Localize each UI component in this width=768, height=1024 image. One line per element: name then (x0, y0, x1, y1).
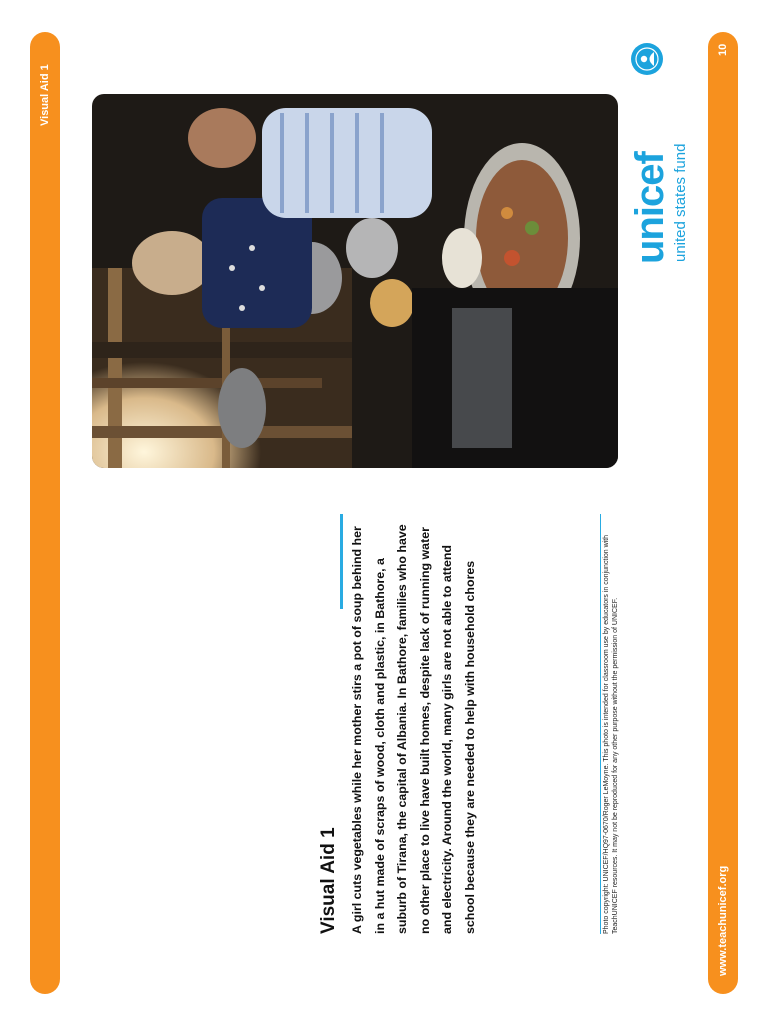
unicef-emblem-icon (630, 42, 664, 76)
page-title: Visual Aid 1 (318, 827, 339, 934)
logo-subtitle: united states fund (672, 143, 689, 262)
caption-text: A girl cuts vegetables while her mother stirs a pot of soup behind her in a hut made of scraps of wood, cloth and plastic, in Bathore, a suburb of Tirana, the capital of Albania. In Bathore, families who have no other place to live have built homes, despite lack of running water and electricity. Around the world, many girls are not able to attend school because they are needed to help with household chores (350, 524, 477, 934)
logo-wordmark: unicef (628, 152, 672, 264)
photo-illustration (92, 94, 618, 468)
page-number: 10 (717, 43, 729, 56)
footer-website[interactable]: www.teachunicef.org (717, 865, 729, 976)
photo-girl-cutting-vegetables (92, 94, 618, 468)
copyright-notice: Photo copyright: UNICEF/HQ97-0670/Roger LeMoyne. This photo is intended for classroom use by educators in conjunction with TeachUNICEF resources. It may not be reproduced for any other purpose without the permission of UNICEF. (603, 534, 619, 934)
copyright-rule (600, 514, 601, 934)
title-accent-rule (340, 514, 343, 609)
unicef-logo (628, 44, 698, 264)
header-visual-aid-label: Visual Aid 1 (39, 64, 51, 126)
